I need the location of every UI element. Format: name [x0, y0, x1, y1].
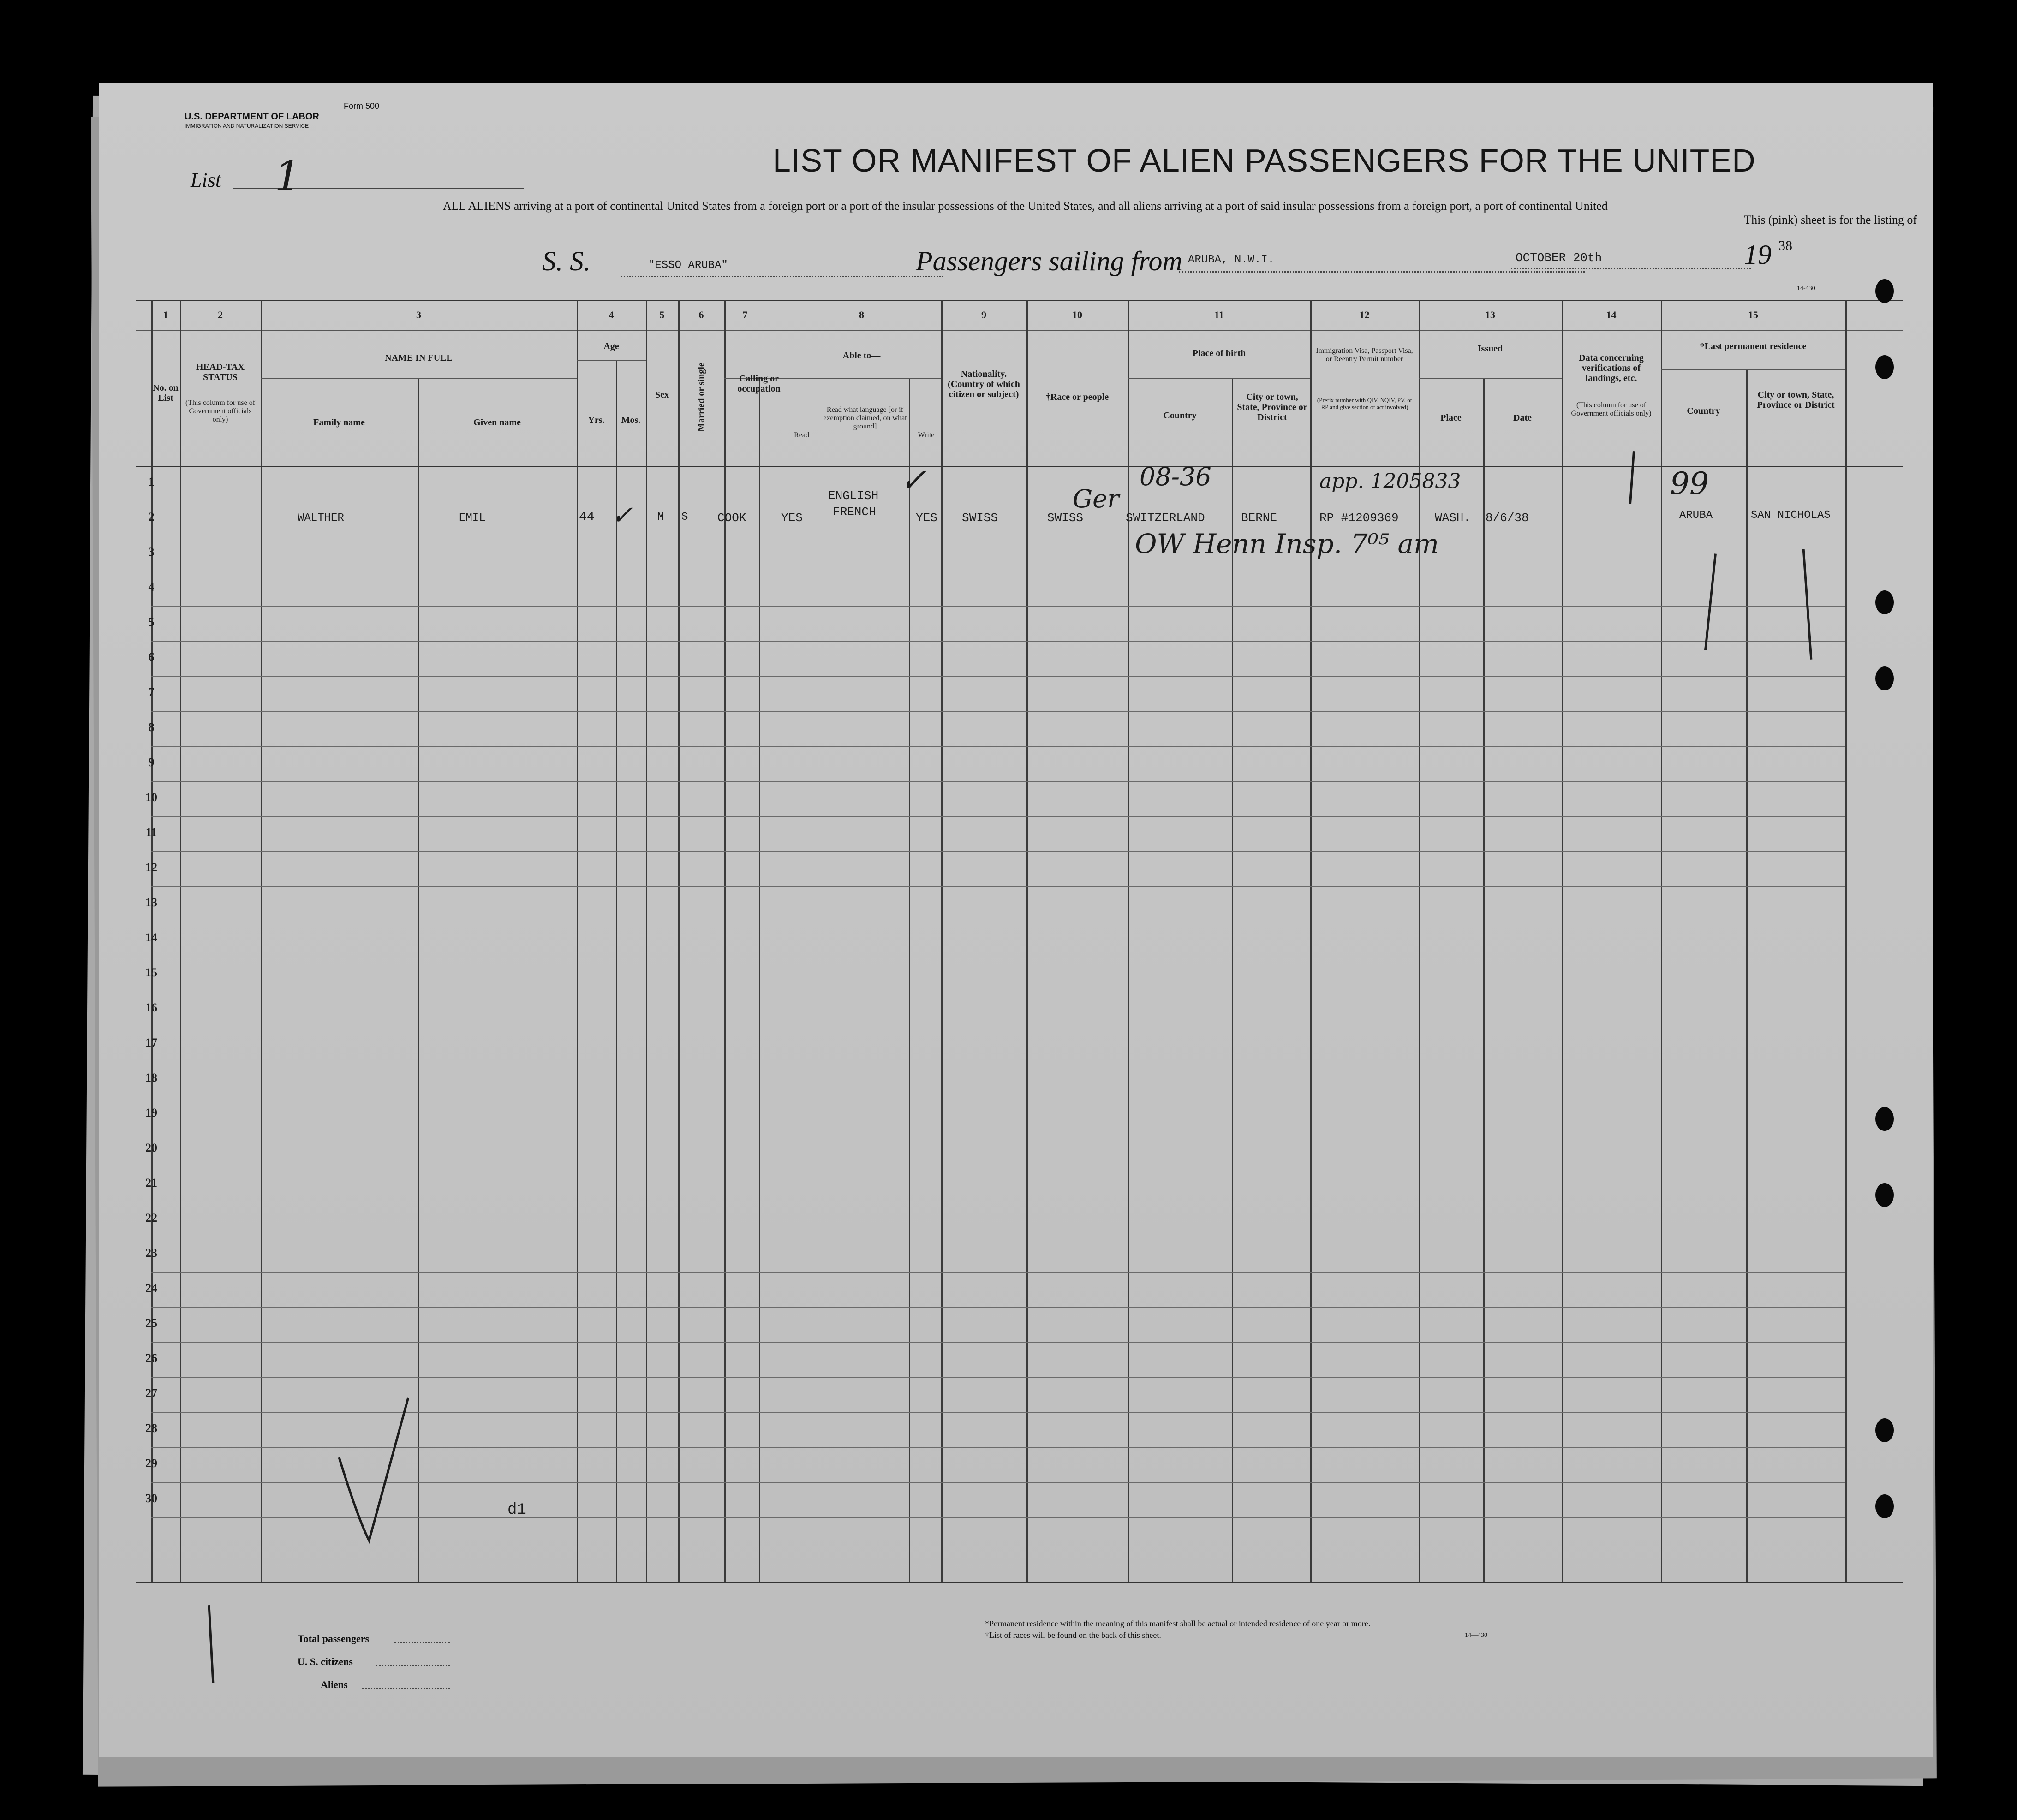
header-sex: Sex	[655, 390, 669, 400]
col-number: 10	[1072, 309, 1082, 321]
col-line	[724, 300, 726, 1582]
row-number: 26	[145, 1351, 157, 1365]
row-number: 25	[145, 1316, 157, 1330]
row-rule	[151, 606, 1845, 607]
header-head-tax: HEAD-TAX STATUS	[196, 362, 245, 382]
binder-hole	[1875, 279, 1894, 303]
header-yrs: Yrs.	[588, 415, 605, 425]
subtitle-line-2: This (pink) sheet is for the listing of	[1744, 213, 1917, 226]
row-number: 18	[145, 1071, 157, 1084]
header-married: Married or single	[696, 363, 706, 432]
header-write: Write	[918, 431, 935, 439]
header-residence: *Last permanent residence	[1700, 341, 1807, 351]
col-line	[577, 300, 578, 1582]
total-passengers-dots	[394, 1642, 450, 1643]
row-number: 12	[145, 861, 157, 874]
page-title: LIST OR MANIFEST OF ALIEN PASSENGERS FOR THE UNITED	[773, 143, 1756, 178]
header-family-name: Family name	[313, 417, 365, 428]
port-dots	[1179, 271, 1585, 273]
row-rule	[151, 1272, 1845, 1273]
corner-code: 14-430	[1797, 285, 1815, 292]
header-nationality: Nationality. (Country of which citizen or subject)	[948, 369, 1020, 399]
row-number: 24	[145, 1281, 157, 1295]
aliens-dots	[362, 1688, 450, 1689]
age-yrs-cell: 44	[579, 510, 595, 524]
col-line	[1128, 300, 1129, 1582]
inspection-note: OW Henn Insp. 7⁰⁵ am	[1135, 528, 1439, 559]
row-number: 4	[148, 580, 155, 594]
ship-name: "ESSO ARUBA"	[648, 259, 728, 272]
pob-annotation: 08-36	[1140, 462, 1211, 491]
col-line	[646, 300, 647, 1582]
footer-code: 14—430	[1465, 1632, 1487, 1639]
header-landing-note: (This column for use of Government officials only)	[1571, 401, 1652, 417]
header-visa: Immigration Visa, Passport Visa, or Reentry Permit number	[1316, 347, 1413, 363]
read-cell: YES	[781, 511, 803, 525]
header-bottom-rule	[136, 466, 1903, 467]
us-citizens-label: U. S. citizens	[298, 1656, 353, 1667]
occupation-cell: COOK	[717, 511, 746, 525]
header-issued: Issued	[1477, 344, 1503, 354]
row-rule	[151, 1342, 1845, 1343]
total-passengers-label: Total passengers	[298, 1633, 370, 1644]
row-rule	[151, 851, 1845, 852]
res-city-cell: SAN NICHOLAS	[1751, 509, 1831, 522]
row-number: 2	[148, 510, 155, 523]
row-number: 5	[148, 615, 155, 629]
header-res-country: Country	[1687, 406, 1720, 416]
col-number: 15	[1748, 309, 1758, 321]
header-issued-place: Place	[1440, 413, 1462, 423]
row-number: 9	[148, 755, 155, 769]
col-line	[1746, 369, 1748, 1582]
issued-place-cell: WASH.	[1435, 511, 1471, 525]
write-cell: YES	[916, 511, 937, 525]
row-number: 23	[145, 1246, 157, 1260]
name-subrule	[261, 378, 577, 379]
footnote-1: *Permanent residence within the meaning of this manifest shall be actual or intended residence of one year or more.	[985, 1619, 1371, 1628]
header-mos: Mos.	[621, 415, 641, 425]
col-number: 2	[218, 309, 223, 321]
header-read-lang: Read what language [or if exemption claimed, on what ground]	[823, 406, 907, 430]
us-citizens-dots	[376, 1665, 450, 1666]
row-rule	[151, 781, 1845, 782]
header-read: Read	[794, 431, 809, 439]
manifest-sheet	[99, 83, 1933, 1757]
res-country-annotation: 99	[1670, 466, 1709, 501]
col-line	[1661, 300, 1662, 1582]
row-number: 21	[145, 1176, 157, 1190]
header-issued-date: Date	[1513, 413, 1532, 423]
row-number: 29	[145, 1457, 157, 1470]
service-label: IMMIGRATION AND NATURALIZATION SERVICE	[185, 123, 309, 129]
row-rule	[151, 746, 1845, 747]
year-prefix: 19	[1744, 239, 1772, 270]
port: ARUBA, N.W.I.	[1188, 254, 1275, 266]
footnote-2: †List of races will be found on the back of this sheet.	[985, 1630, 1161, 1640]
header-no-on-list: No. on List	[153, 383, 179, 403]
date-dots	[1511, 268, 1751, 269]
form-number: Form 500	[344, 101, 380, 111]
row-number: 15	[145, 966, 157, 979]
list-label: List	[191, 169, 221, 191]
col-number: 7	[742, 309, 748, 321]
header-visa-note: (Prefix number with QIV, NQIV, PV, or RP and give section of act involved)	[1317, 397, 1413, 410]
pob-city-cell: BERNE	[1241, 511, 1277, 525]
col-number: 11	[1214, 309, 1224, 321]
col-line	[909, 378, 910, 1582]
binder-hole	[1875, 590, 1894, 614]
sailing-label: Passengers sailing from	[916, 246, 1182, 276]
row-number: 14	[145, 931, 157, 944]
header-able-to: Able to—	[842, 351, 881, 361]
sex-cell: M	[657, 511, 664, 523]
header-res-city: City or town, State, Province or District	[1757, 390, 1835, 410]
header-landing: Data concerning verifications of landings, etc.	[1579, 353, 1644, 383]
row-number: 28	[145, 1422, 157, 1435]
row-number: 11	[145, 826, 157, 839]
col-line	[616, 360, 617, 1582]
row-rule	[151, 641, 1845, 642]
col-line	[180, 300, 181, 1582]
row-number: 1	[148, 475, 155, 488]
subtitle-line-1: ALL ALIENS arriving at a port of continental United States from a foreign port or a port of the insular possessions of the United States, and all aliens arriving at a port of said insular possessions from a foreign port, a port of continental United	[443, 199, 1608, 213]
col-number: 8	[859, 309, 864, 321]
race-cell: SWISS	[1047, 511, 1084, 525]
table-top-rule	[136, 300, 1903, 301]
race-annotation: Ger	[1073, 484, 1119, 513]
issued-subrule	[1419, 378, 1562, 379]
col-number: 1	[163, 309, 168, 321]
married-cell: S	[681, 511, 688, 523]
row-number: 17	[145, 1036, 157, 1049]
ship-dots	[621, 276, 943, 277]
binder-hole	[1875, 1418, 1894, 1442]
ss-label: S. S.	[542, 246, 591, 276]
row-number: 22	[145, 1211, 157, 1225]
col-number: 9	[981, 309, 986, 321]
col-line	[678, 300, 680, 1582]
issued-date-cell: 8/6/38	[1486, 511, 1529, 525]
given-name-cell: EMIL	[459, 512, 486, 524]
row-number: 19	[145, 1106, 157, 1119]
col-number: 13	[1485, 309, 1495, 321]
visa-annotation: app. 1205833	[1319, 470, 1461, 493]
col-line	[1310, 300, 1312, 1582]
row-rule	[151, 886, 1845, 887]
sailing-date: OCTOBER 20th	[1516, 251, 1602, 265]
big-checkmark	[330, 1388, 422, 1545]
res-country-cell: ARUBA	[1679, 509, 1713, 522]
binder-hole	[1875, 1494, 1894, 1518]
row-rule	[151, 1377, 1845, 1378]
check-stroke	[1802, 549, 1813, 660]
header-pob-country: Country	[1163, 410, 1197, 421]
row-number: 16	[145, 1001, 157, 1014]
row-number: 30	[145, 1492, 157, 1505]
col-number: 12	[1359, 309, 1370, 321]
binder-hole	[1875, 1107, 1894, 1131]
row-number: 10	[145, 791, 157, 804]
col-number: 14	[1606, 309, 1617, 321]
table-bottom-rule	[136, 1582, 1903, 1583]
language-check-mark: ✓	[900, 461, 927, 499]
header-given-name: Given name	[473, 417, 521, 428]
header-calling: Calling or occupation	[737, 374, 781, 394]
row-number: 3	[148, 545, 155, 559]
col-line	[1026, 300, 1028, 1582]
header-race: †Race or people	[1045, 392, 1109, 402]
col-line	[941, 300, 943, 1582]
binder-hole	[1875, 355, 1894, 379]
language-2-cell: FRENCH	[833, 505, 876, 519]
header-head-tax-note: (This column for use of Government officials only)	[185, 399, 256, 423]
row-rule	[151, 676, 1845, 677]
row-number: 27	[145, 1386, 157, 1400]
col-line	[759, 378, 760, 1582]
col-line	[1483, 378, 1485, 1582]
residence-subrule	[1661, 369, 1845, 370]
header-name-in-full: NAME IN FULL	[385, 353, 453, 363]
header-place-of-birth: Place of birth	[1192, 348, 1246, 358]
nationality-cell: SWISS	[962, 511, 998, 525]
binder-hole	[1875, 666, 1894, 690]
col-line	[261, 300, 262, 1582]
family-name-cell: WALTHER	[298, 512, 344, 524]
col-number: 6	[698, 309, 704, 321]
d-mark: d1	[507, 1501, 526, 1519]
list-number: 1	[275, 152, 301, 201]
pob-country-cell: SWITZERLAND	[1126, 511, 1205, 525]
col-line	[1562, 300, 1563, 1582]
age-mos-mark: ✓	[611, 500, 633, 530]
col-line	[1845, 300, 1847, 1582]
margin-stroke	[208, 1605, 215, 1683]
year-suffix: 38	[1778, 238, 1792, 253]
pob-subrule	[1128, 378, 1310, 379]
check-stroke	[1704, 553, 1717, 650]
binder-hole	[1875, 1183, 1894, 1207]
row-number: 20	[145, 1141, 157, 1154]
row-rule	[151, 1307, 1845, 1308]
col-number: 4	[609, 309, 614, 321]
row-rule	[151, 816, 1845, 817]
row-number: 13	[145, 896, 157, 909]
language-1-cell: ENGLISH	[828, 489, 879, 503]
landing-mark	[1629, 451, 1635, 504]
row-rule	[151, 711, 1845, 712]
visa-cell: RP #1209369	[1319, 511, 1399, 525]
row-number: 7	[148, 685, 155, 699]
header-age: Age	[603, 341, 619, 351]
col-number: 3	[416, 309, 421, 321]
department-label: U.S. DEPARTMENT OF LABOR	[185, 112, 319, 122]
col-number: 5	[659, 309, 665, 321]
row-number: 8	[148, 720, 155, 734]
age-subrule	[577, 360, 646, 361]
colnum-rule	[136, 330, 1903, 331]
row-number: 6	[148, 650, 155, 664]
aliens-label: Aliens	[321, 1679, 348, 1690]
header-pob-city: City or town, State, Province or District	[1237, 392, 1307, 422]
